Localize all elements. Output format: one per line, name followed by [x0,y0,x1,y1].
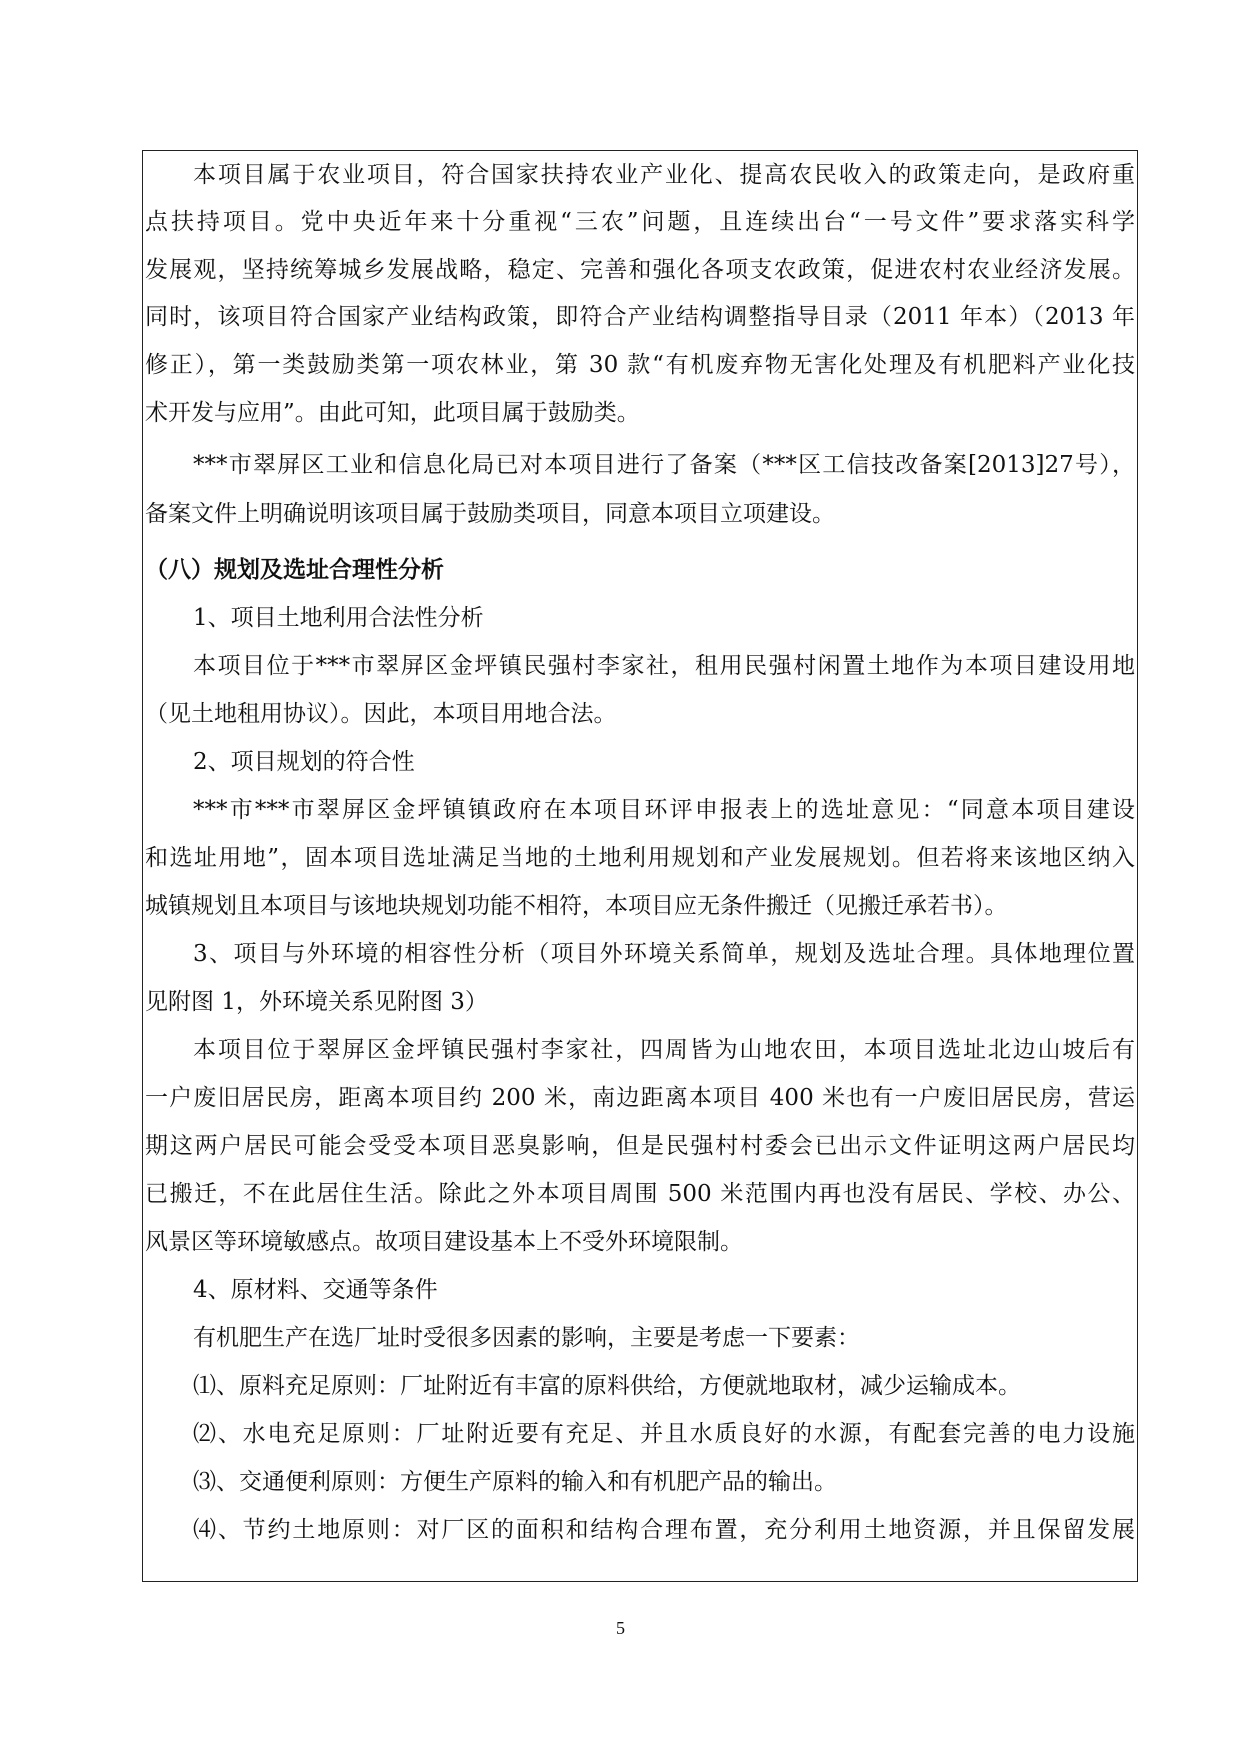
body-text-line: ***市***市翠屏区金坪镇镇政府在本项目环评申报表上的选址意见：“同意本项目建设 [193,797,1135,823]
body-text-line: 一户废旧居民房，距离本项目约 200 米，南边距离本项目 400 米也有一户废旧居民房，营运 [145,1085,1135,1111]
subsection-heading: 3、项目与外环境的相容性分析（项目外环境关系简单，规划及选址合理。具体地理位置 [193,941,1135,967]
body-text-line: 和选址用地”，固本项目选址满足当地的土地利用规划和产业发展规划。但若将来该地区纳入 [145,845,1135,871]
subsection-heading: 4、原材料、交通等条件 [193,1277,438,1303]
subsection-heading: 1、项目土地利用合法性分析 [193,605,484,631]
body-text-line: 见附图 1，外环境关系见附图 3） [145,989,488,1015]
section-heading: （八）规划及选址合理性分析 [145,556,444,583]
body-text-line: 同时，该项目符合国家产业结构政策，即符合产业结构调整指导目录（2011 年本）（2013 年 [145,304,1135,330]
list-item: ⑵、水电充足原则：厂址附近要有充足、并且水质良好的水源，有配套完善的电力设施 [193,1421,1135,1447]
list-item: ⑴、原料充足原则：厂址附近有丰富的原料供给，方便就地取材，减少运输成本。 [193,1373,1021,1399]
body-text-line: 点扶持项目。党中央近年来十分重视“三农”问题，且连续出台“一号文件”要求落实科学 [145,209,1135,235]
list-item: ⑶、交通便利原则：方便生产原料的输入和有机肥产品的输出。 [193,1469,837,1495]
body-text-line: 已搬迁，不在此居住生活。除此之外本项目周围 500 米范围内再也没有居民、学校、办公、 [145,1181,1135,1207]
list-item: ⑷、节约土地原则：对厂区的面积和结构合理布置，充分利用土地资源，并且保留发展 [193,1517,1135,1543]
page-number: 5 [616,1618,625,1638]
body-text-line: 城镇规划且本项目与该地块规划功能不相符，本项目应无条件搬迁（见搬迁承若书）。 [145,893,1008,919]
body-text-line: 本项目位于***市翠屏区金坪镇民强村李家社，租用民强村闲置土地作为本项目建设用地 [193,653,1135,679]
body-text-line: （见土地租用协议）。因此，本项目用地合法。 [145,701,617,727]
body-text-line: 有机肥生产在选厂址时受很多因素的影响，主要是考虑一下要素： [193,1325,860,1351]
body-text-line: ***市翠屏区工业和信息化局已对本项目进行了备案（***区工信技改备案[2013]27号）， [193,452,1135,478]
body-text-line: 期这两户居民可能会受受本项目恶臭影响，但是民强村村委会已出示文件证明这两户居民均 [145,1133,1135,1159]
body-text-line: 修正），第一类鼓励类第一项农林业，第 30 款“有机废弃物无害化处理及有机肥料产业化技 [145,352,1135,378]
body-text-line: 本项目位于翠屏区金坪镇民强村李家社，四周皆为山地农田，本项目选址北边山坡后有 [193,1037,1135,1063]
body-text-line: 发展观，坚持统筹城乡发展战略，稳定、完善和强化各项支农政策，促进农村农业经济发展。 [145,257,1135,283]
subsection-heading: 2、项目规划的符合性 [193,749,415,775]
body-text-line: 风景区等环境敏感点。故项目建设基本上不受外环境限制。 [145,1229,743,1255]
body-text-line: 本项目属于农业项目，符合国家扶持农业产业化、提高农民收入的政策走向，是政府重 [193,162,1135,188]
body-text-line: 备案文件上明确说明该项目属于鼓励类项目，同意本项目立项建设。 [145,501,835,527]
body-text-line: 术开发与应用”。由此可知，此项目属于鼓励类。 [145,400,640,426]
